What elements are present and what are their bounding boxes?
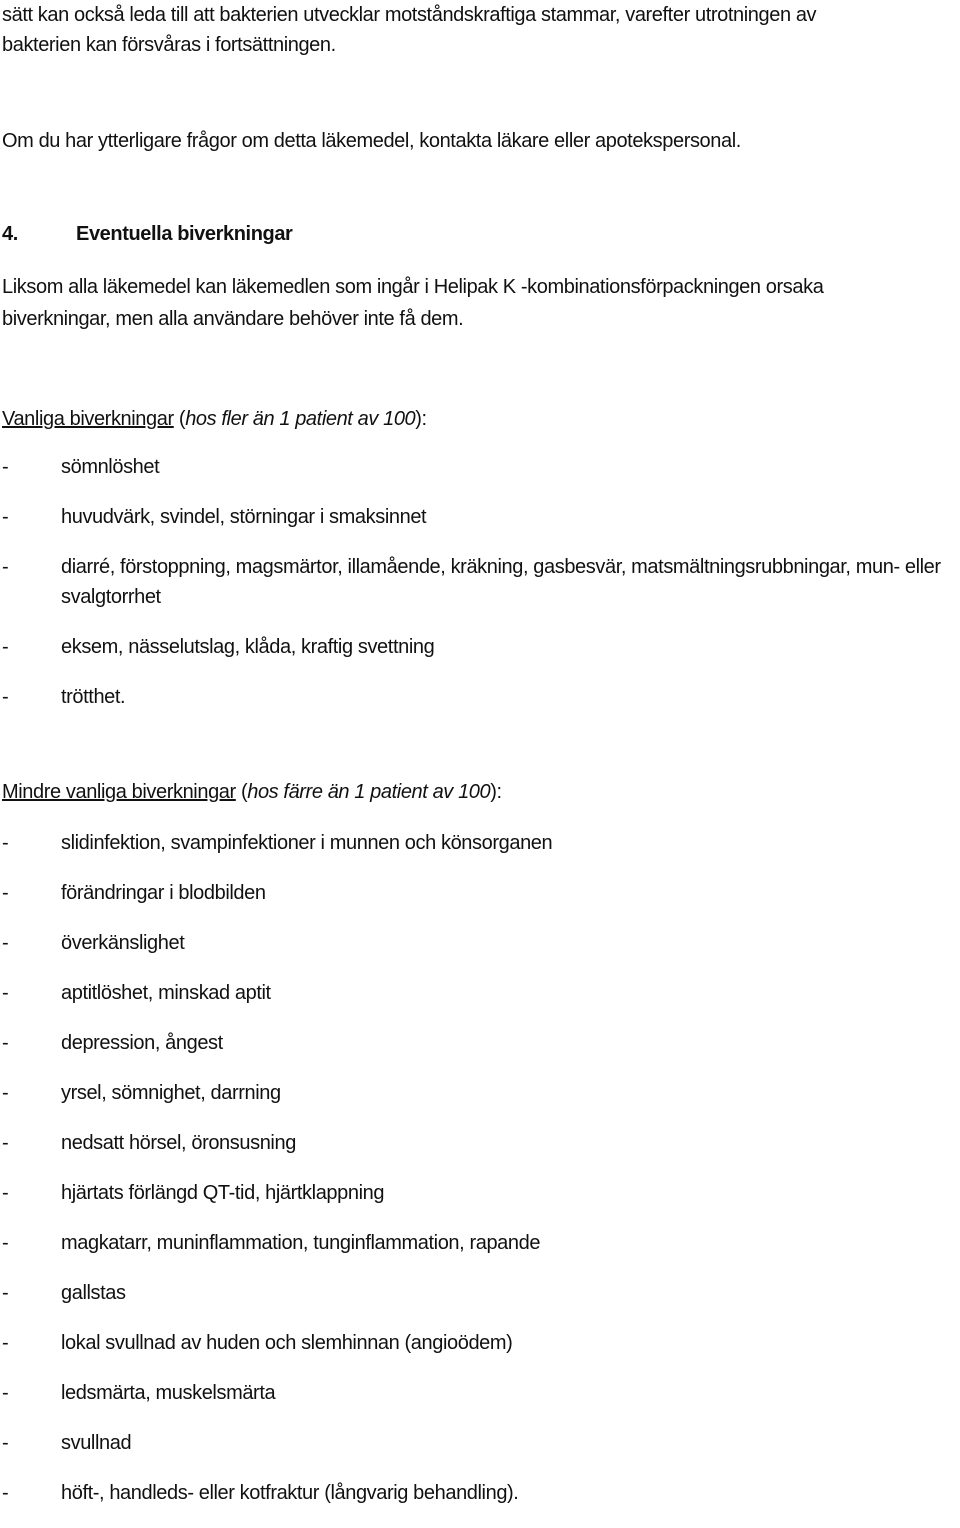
common-side-effects-list (2, 452, 960, 732)
common-label: Vanliga biverkningar (2, 408, 174, 430)
list-bullet-dash: - (2, 686, 9, 708)
list-item (2, 1278, 960, 1308)
list-bullet-dash: - (2, 1282, 9, 1304)
list-item (2, 452, 960, 482)
list-bullet-dash: - (2, 932, 9, 954)
list-item (2, 1228, 960, 1258)
list-bullet-dash: - (2, 832, 9, 854)
list-bullet-dash: - (2, 456, 9, 478)
list-bullet-dash: - (2, 1132, 9, 1154)
list-item (2, 1078, 960, 1108)
list-item (2, 502, 960, 532)
list-item-text: ledsmärta, muskelsmärta (61, 1382, 276, 1404)
list-bullet-dash: - (2, 1332, 9, 1354)
list-item (2, 632, 960, 662)
uncommon-label: Mindre vanliga biverkningar (2, 781, 236, 803)
intro-paragraph (2, 0, 957, 60)
list-item-text: förändringar i blodbilden (61, 882, 266, 904)
list-item (2, 828, 960, 858)
list-bullet-dash: - (2, 1032, 9, 1054)
list-item-text: depression, ångest (61, 1032, 223, 1054)
list-bullet-dash: - (2, 1232, 9, 1254)
list-bullet-dash: - (2, 1382, 9, 1404)
list-item (2, 928, 960, 958)
uncommon-open-paren: ( (240, 781, 248, 803)
side-effects-intro-line-1: Liksom alla läkemedel kan läkemedlen som ingår i Helipak K -kombinationsförpackningen orsaka (2, 276, 824, 298)
list-item-text: sömnlöshet (61, 456, 160, 478)
uncommon-heading (2, 777, 502, 807)
list-item-text: lokal svullnad av huden och slemhinnan (angioödem) (61, 1332, 513, 1354)
side-effects-intro (2, 271, 957, 335)
side-effects-intro-line-2: biverkningar, men alla användare behöver inte få dem. (2, 308, 464, 330)
section-title: Eventuella biverkningar (76, 223, 293, 245)
intro-line-2: bakterien kan försvåras i fortsättningen. (2, 34, 336, 56)
list-item-text: eksem, nässelutslag, klåda, kraftig svettning (61, 636, 435, 658)
list-item (2, 552, 960, 612)
list-item-text: nedsatt hörsel, öronsusning (61, 1132, 296, 1154)
section-heading (2, 219, 292, 249)
list-item-text: höft-, handleds- eller kotfraktur (långvarig behandling). (61, 1482, 519, 1504)
list-bullet-dash: - (2, 982, 9, 1004)
list-item-text: överkänslighet (61, 932, 185, 954)
list-item-text: magkatarr, muninflammation, tunginflammation, rapande (61, 1232, 541, 1254)
list-bullet-dash: - (2, 1482, 9, 1504)
list-item-text: trötthet. (61, 686, 126, 708)
common-open-paren: ( (178, 408, 186, 430)
common-frequency: hos fler än 1 patient av 100 (185, 408, 416, 430)
list-item-text: aptitlöshet, minskad aptit (61, 982, 271, 1004)
list-item-text: yrsel, sömnighet, darrning (61, 1082, 281, 1104)
uncommon-suffix: ): (490, 781, 502, 803)
uncommon-frequency: hos färre än 1 patient av 100 (247, 781, 491, 803)
list-bullet-dash: - (2, 636, 9, 658)
uncommon-side-effects-list (2, 828, 960, 1528)
list-item (2, 878, 960, 908)
list-item (2, 682, 960, 712)
list-bullet-dash: - (2, 882, 9, 904)
list-bullet-dash: - (2, 1432, 9, 1454)
section-number: 4. (2, 223, 18, 245)
list-bullet-dash: - (2, 1082, 9, 1104)
common-heading (2, 404, 427, 434)
list-item (2, 1028, 960, 1058)
list-item (2, 978, 960, 1008)
list-item (2, 1128, 960, 1158)
list-bullet-dash: - (2, 506, 9, 528)
list-item-text: hjärtats förlängd QT-tid, hjärtklappning (61, 1182, 385, 1204)
contact-paragraph: Om du har ytterligare frågor om detta läkemedel, kontakta läkare eller apotekspersonal. (2, 130, 741, 152)
list-item-text: huvudvärk, svindel, störningar i smaksinnet (61, 506, 427, 528)
list-item (2, 1178, 960, 1208)
intro-line-1: sätt kan också leda till att bakterien utvecklar motståndskraftiga stammar, varefter utrotningen av (2, 4, 817, 26)
list-item-text: slidinfektion, svampinfektioner i munnen och könsorganen (61, 832, 553, 854)
common-suffix: ): (415, 408, 427, 430)
list-bullet-dash: - (2, 556, 9, 578)
list-item (2, 1378, 960, 1408)
list-item (2, 1478, 960, 1508)
list-item-text: svullnad (61, 1432, 132, 1454)
list-item (2, 1428, 960, 1458)
list-item-text: diarré, förstoppning, magsmärtor, illamående, kräkning, gasbesvär, matsmältningsrubbningar, mun- eller svalgtorrhet (61, 556, 941, 608)
list-item (2, 1328, 960, 1358)
list-bullet-dash: - (2, 1182, 9, 1204)
list-item-text: gallstas (61, 1282, 126, 1304)
